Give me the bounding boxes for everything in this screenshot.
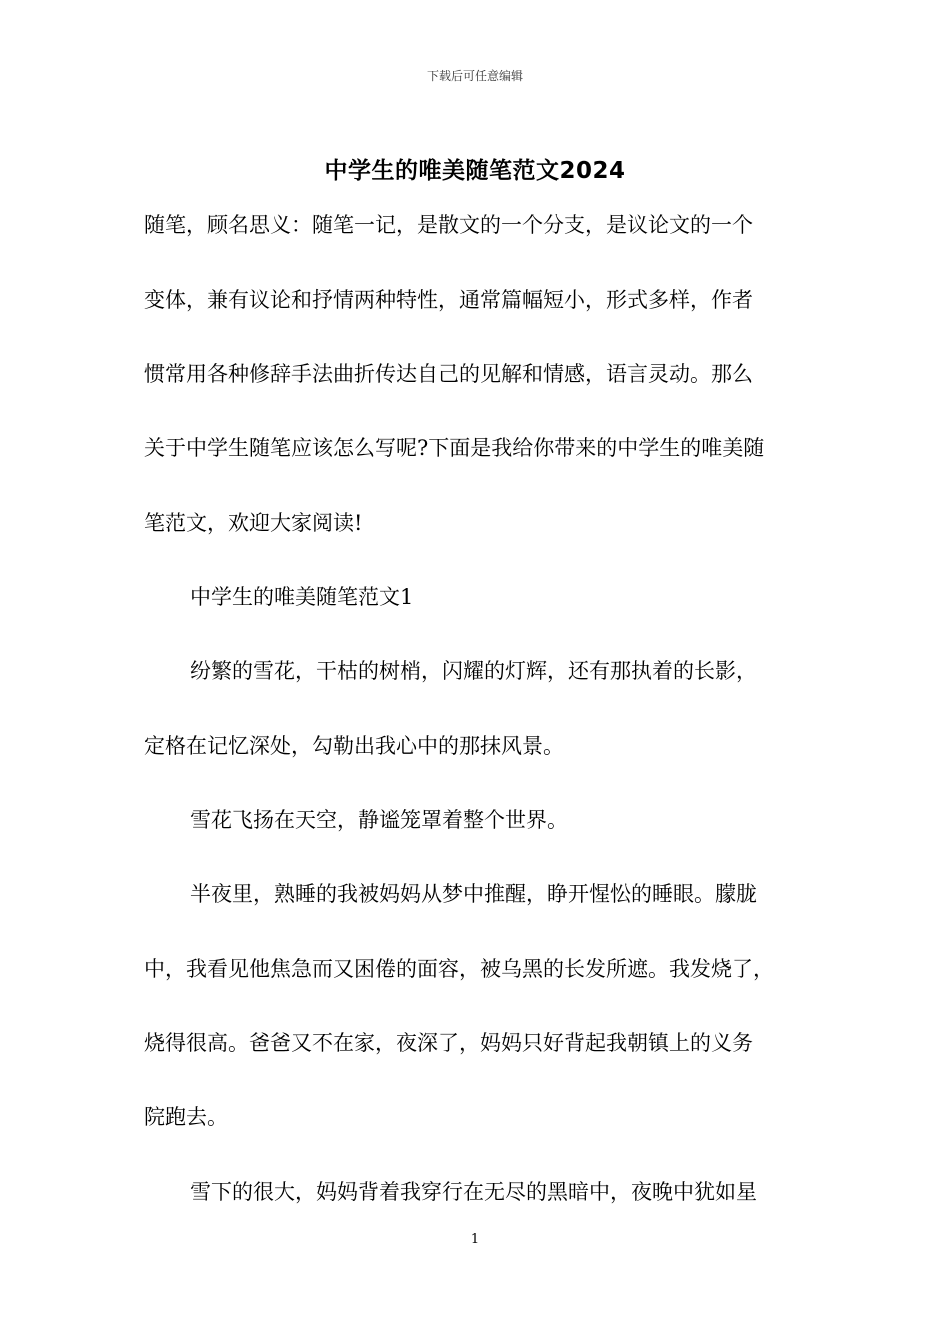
body-line: 中，我看见他焦急而又困倦的面容，被乌黑的长发所遮。我发烧了，: [144, 957, 774, 981]
paragraph-start-line: 半夜里，熟睡的我被妈妈从梦中推醒，睁开惺忪的睡眼。朦胧: [190, 882, 757, 906]
page-number: 1: [470, 1232, 480, 1247]
body-line: 变体，兼有议论和抒情两种特性，通常篇幅短小，形式多样，作者: [144, 288, 753, 312]
body-line: 关于中学生随笔应该怎么写呢?下面是我给你带来的中学生的唯美随: [144, 436, 765, 460]
section-heading: 中学生的唯美随笔范文1: [190, 585, 414, 609]
document-title: 中学生的唯美随笔范文2024: [324, 158, 626, 184]
body-line: 随笔，顾名思义：随笔一记，是散文的一个分支，是议论文的一个: [144, 213, 753, 237]
body-line: 烧得很高。爸爸又不在家，夜深了，妈妈只好背起我朝镇上的义务: [144, 1031, 753, 1055]
body-line: 定格在记忆深处，勾勒出我心中的那抹风景。: [144, 734, 564, 758]
body-line: 院跑去。: [144, 1105, 228, 1129]
header-note: 下载后可任意编辑: [426, 69, 523, 83]
body-line: 笔范文，欢迎大家阅读!: [144, 511, 363, 535]
paragraph-start-line: 雪花飞扬在天空，静谧笼罩着整个世界。: [190, 808, 568, 832]
body-line: 惯常用各种修辞手法曲折传达自己的见解和情感，语言灵动。那么: [144, 362, 753, 386]
paragraph-start-line: 纷繁的雪花，干枯的树梢，闪耀的灯辉，还有那执着的长影，: [190, 659, 757, 683]
paragraph-start-line: 雪下的很大，妈妈背着我穿行在无尽的黑暗中，夜晚中犹如星: [190, 1180, 757, 1204]
